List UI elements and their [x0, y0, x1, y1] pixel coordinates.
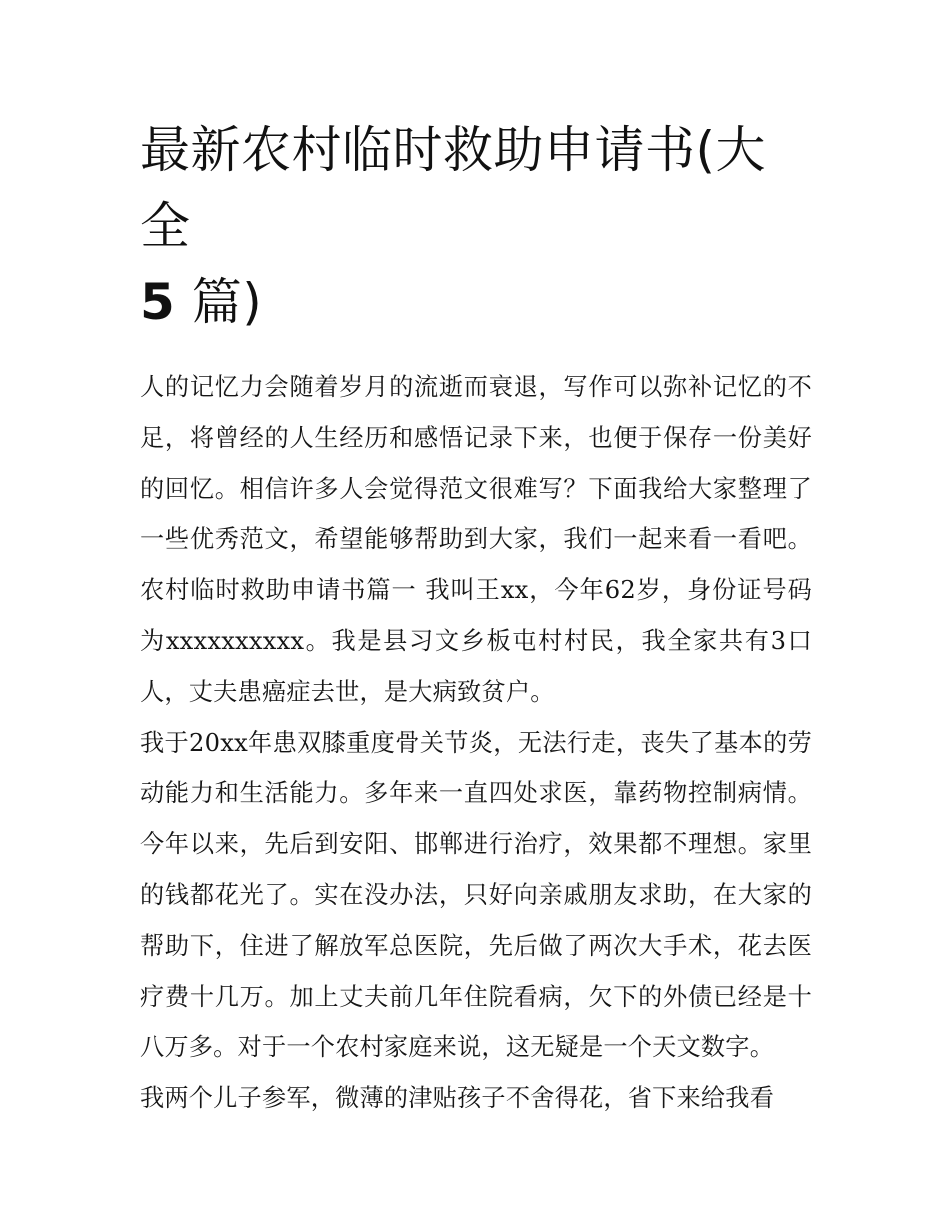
paragraph-3: 我两个儿子参军，微薄的津贴孩子不舍得花，省下来给我看 [140, 1084, 775, 1113]
document-title [140, 112, 812, 340]
title-main: 最新农村临时救助申请书(大全 [140, 121, 767, 255]
title-number: 5 [140, 273, 176, 331]
document-body [140, 362, 812, 1124]
document-content [140, 112, 812, 1124]
paragraph-2: 我于20xx年患双膝重度骨关节炎，无法行走，丧失了基本的劳动能力和生活能力。多年来一直四处求医，靠药物控制病情。今年以来，先后到安阳、邯郸进行治疗，效果都不理想。家里的钱都花光了。实在没办法，只好向亲戚朋友求助，在大家的帮助下，住进了解放军总医院，先后做了两次大手术，花去医疗费十几万。加上丈夫前几年住院看病，欠下的外债已经是十八万多。对于一个农村家庭来说，这无疑是一个天文数字。 [140, 728, 812, 1062]
paragraph-1: 人的记忆力会随着岁月的流逝而衰退，写作可以弥补记忆的不足，将曾经的人生经历和感悟记录下来，也便于保存一份美好的回忆。相信许多人会觉得范文很难写？下面我给大家整理了一些优秀范文，希望能够帮助到大家，我们一起来看一看吧。农村临时救助申请书篇一 我叫王xx，今年62岁，身份证号码为xxxxxxxxxx。我是县习文乡板屯村村民，我全家共有3口人，丈夫患癌症去世，是大病致贫户。 [140, 373, 812, 706]
title-tail: 篇) [175, 273, 263, 331]
